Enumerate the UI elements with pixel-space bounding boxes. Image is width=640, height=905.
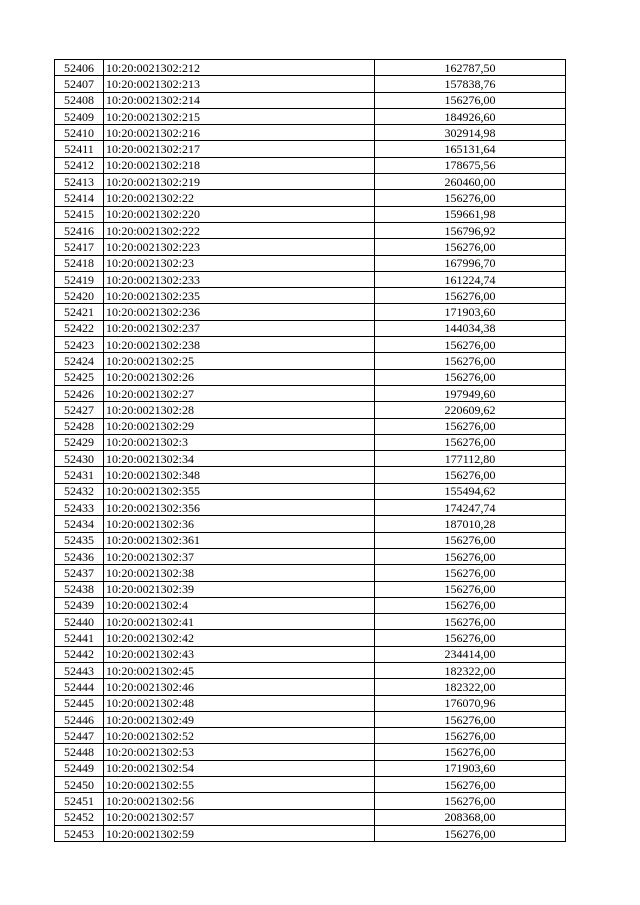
value-cell: 156276,00	[375, 467, 566, 483]
cadastral-number-cell: 10:20:0021302:214	[104, 92, 375, 108]
row-number-cell: 52445	[55, 695, 104, 711]
value-cell: 156276,00	[375, 548, 566, 564]
value-cell: 178675,56	[375, 157, 566, 173]
value-cell: 156276,00	[375, 532, 566, 548]
cadastral-number-cell: 10:20:0021302:216	[104, 125, 375, 141]
value-cell: 156276,00	[375, 728, 566, 744]
value-cell: 157838,76	[375, 76, 566, 92]
table-row	[55, 434, 566, 450]
row-number-cell: 52451	[55, 793, 104, 809]
row-number-cell: 52448	[55, 744, 104, 760]
table-row	[55, 255, 566, 271]
table-row	[55, 679, 566, 695]
cadastral-number-cell: 10:20:0021302:217	[104, 141, 375, 157]
table-row	[55, 646, 566, 662]
table-row	[55, 451, 566, 467]
table-row	[55, 385, 566, 401]
value-cell: 182322,00	[375, 662, 566, 678]
value-cell: 156276,00	[375, 777, 566, 793]
cadastral-number-cell: 10:20:0021302:223	[104, 239, 375, 255]
value-cell: 156276,00	[375, 418, 566, 434]
cadastral-number-cell: 10:20:0021302:222	[104, 222, 375, 238]
value-cell: 156276,00	[375, 369, 566, 385]
value-cell: 156276,00	[375, 581, 566, 597]
cadastral-number-cell: 10:20:0021302:57	[104, 809, 375, 825]
table-row	[55, 402, 566, 418]
value-cell: 156276,00	[375, 744, 566, 760]
row-number-cell: 52437	[55, 565, 104, 581]
row-number-cell: 52434	[55, 516, 104, 532]
cadastral-number-cell: 10:20:0021302:41	[104, 614, 375, 630]
row-number-cell: 52408	[55, 92, 104, 108]
row-number-cell: 52427	[55, 402, 104, 418]
row-number-cell: 52446	[55, 711, 104, 727]
row-number-cell: 52416	[55, 222, 104, 238]
cadastral-number-cell: 10:20:0021302:38	[104, 565, 375, 581]
table-row	[55, 825, 566, 841]
value-cell: 161224,74	[375, 271, 566, 287]
cadastral-number-cell: 10:20:0021302:361	[104, 532, 375, 548]
table-row	[55, 711, 566, 727]
table-row	[55, 500, 566, 516]
table-row	[55, 288, 566, 304]
table-row	[55, 190, 566, 206]
value-cell: 187010,28	[375, 516, 566, 532]
row-number-cell: 52425	[55, 369, 104, 385]
table-row	[55, 141, 566, 157]
table-row	[55, 369, 566, 385]
value-cell: 156276,00	[375, 565, 566, 581]
value-cell: 156276,00	[375, 630, 566, 646]
row-number-cell: 52411	[55, 141, 104, 157]
value-cell: 167996,70	[375, 255, 566, 271]
row-number-cell: 52452	[55, 809, 104, 825]
value-cell: 220609,62	[375, 402, 566, 418]
cadastral-value-table	[54, 59, 566, 842]
table-row	[55, 337, 566, 353]
cadastral-number-cell: 10:20:0021302:39	[104, 581, 375, 597]
table-row	[55, 206, 566, 222]
value-cell: 176070,96	[375, 695, 566, 711]
row-number-cell: 52418	[55, 255, 104, 271]
value-cell: 156276,00	[375, 825, 566, 841]
row-number-cell: 52407	[55, 76, 104, 92]
table-row	[55, 467, 566, 483]
cadastral-number-cell: 10:20:0021302:25	[104, 353, 375, 369]
table-row	[55, 630, 566, 646]
value-cell: 184926,60	[375, 108, 566, 124]
row-number-cell: 52443	[55, 662, 104, 678]
row-number-cell: 52438	[55, 581, 104, 597]
table-body	[55, 60, 566, 842]
cadastral-number-cell: 10:20:0021302:238	[104, 337, 375, 353]
cadastral-number-cell: 10:20:0021302:28	[104, 402, 375, 418]
row-number-cell: 52431	[55, 467, 104, 483]
cadastral-number-cell: 10:20:0021302:54	[104, 760, 375, 776]
table-row	[55, 157, 566, 173]
table-row	[55, 662, 566, 678]
value-cell: 144034,38	[375, 320, 566, 336]
value-cell: 171903,60	[375, 760, 566, 776]
row-number-cell: 52450	[55, 777, 104, 793]
table-row	[55, 760, 566, 776]
value-cell: 156276,00	[375, 614, 566, 630]
value-cell: 156276,00	[375, 353, 566, 369]
row-number-cell: 52419	[55, 271, 104, 287]
row-number-cell: 52423	[55, 337, 104, 353]
row-number-cell: 52441	[55, 630, 104, 646]
cadastral-number-cell: 10:20:0021302:3	[104, 434, 375, 450]
value-cell: 156796,92	[375, 222, 566, 238]
row-number-cell: 52433	[55, 500, 104, 516]
table-row	[55, 239, 566, 255]
row-number-cell: 52414	[55, 190, 104, 206]
value-cell: 156276,00	[375, 711, 566, 727]
cadastral-number-cell: 10:20:0021302:22	[104, 190, 375, 206]
value-cell: 171903,60	[375, 304, 566, 320]
table-row	[55, 532, 566, 548]
row-number-cell: 52442	[55, 646, 104, 662]
value-cell: 182322,00	[375, 679, 566, 695]
value-cell: 156276,00	[375, 793, 566, 809]
value-cell: 156276,00	[375, 288, 566, 304]
cadastral-number-cell: 10:20:0021302:218	[104, 157, 375, 173]
cadastral-number-cell: 10:20:0021302:43	[104, 646, 375, 662]
row-number-cell: 52412	[55, 157, 104, 173]
value-cell: 162787,50	[375, 60, 566, 76]
value-cell: 234414,00	[375, 646, 566, 662]
table-row	[55, 76, 566, 92]
cadastral-number-cell: 10:20:0021302:53	[104, 744, 375, 760]
cadastral-number-cell: 10:20:0021302:23	[104, 255, 375, 271]
table-row	[55, 614, 566, 630]
table-row	[55, 777, 566, 793]
table-row	[55, 222, 566, 238]
cadastral-number-cell: 10:20:0021302:348	[104, 467, 375, 483]
cadastral-number-cell: 10:20:0021302:356	[104, 500, 375, 516]
row-number-cell: 52424	[55, 353, 104, 369]
row-number-cell: 52430	[55, 451, 104, 467]
cadastral-number-cell: 10:20:0021302:48	[104, 695, 375, 711]
table-row	[55, 597, 566, 613]
value-cell: 165131,64	[375, 141, 566, 157]
row-number-cell: 52439	[55, 597, 104, 613]
row-number-cell: 52436	[55, 548, 104, 564]
row-number-cell: 52429	[55, 434, 104, 450]
table-row	[55, 60, 566, 76]
cadastral-number-cell: 10:20:0021302:55	[104, 777, 375, 793]
value-cell: 159661,98	[375, 206, 566, 222]
table-row	[55, 174, 566, 190]
cadastral-number-cell: 10:20:0021302:29	[104, 418, 375, 434]
value-cell: 156276,00	[375, 239, 566, 255]
table-row	[55, 125, 566, 141]
row-number-cell: 52447	[55, 728, 104, 744]
cadastral-number-cell: 10:20:0021302:59	[104, 825, 375, 841]
cadastral-number-cell: 10:20:0021302:213	[104, 76, 375, 92]
cadastral-number-cell: 10:20:0021302:46	[104, 679, 375, 695]
value-cell: 156276,00	[375, 190, 566, 206]
row-number-cell: 52421	[55, 304, 104, 320]
value-cell: 177112,80	[375, 451, 566, 467]
row-number-cell: 52422	[55, 320, 104, 336]
cadastral-number-cell: 10:20:0021302:4	[104, 597, 375, 613]
value-cell: 156276,00	[375, 434, 566, 450]
cadastral-number-cell: 10:20:0021302:49	[104, 711, 375, 727]
row-number-cell: 52440	[55, 614, 104, 630]
table-row	[55, 744, 566, 760]
table-row	[55, 809, 566, 825]
value-cell: 260460,00	[375, 174, 566, 190]
value-cell: 156276,00	[375, 597, 566, 613]
cadastral-number-cell: 10:20:0021302:34	[104, 451, 375, 467]
value-cell: 156276,00	[375, 92, 566, 108]
row-number-cell: 52409	[55, 108, 104, 124]
table-row	[55, 320, 566, 336]
value-cell: 197949,60	[375, 385, 566, 401]
table-row	[55, 548, 566, 564]
cadastral-number-cell: 10:20:0021302:237	[104, 320, 375, 336]
cadastral-number-cell: 10:20:0021302:236	[104, 304, 375, 320]
row-number-cell: 52426	[55, 385, 104, 401]
row-number-cell: 52435	[55, 532, 104, 548]
cadastral-number-cell: 10:20:0021302:215	[104, 108, 375, 124]
cadastral-number-cell: 10:20:0021302:45	[104, 662, 375, 678]
table-row	[55, 695, 566, 711]
row-number-cell: 52420	[55, 288, 104, 304]
cadastral-number-cell: 10:20:0021302:27	[104, 385, 375, 401]
table-row	[55, 108, 566, 124]
table-row	[55, 353, 566, 369]
cadastral-number-cell: 10:20:0021302:355	[104, 483, 375, 499]
cadastral-number-cell: 10:20:0021302:233	[104, 271, 375, 287]
cadastral-number-cell: 10:20:0021302:235	[104, 288, 375, 304]
value-cell: 174247,74	[375, 500, 566, 516]
table-row	[55, 516, 566, 532]
table-row	[55, 271, 566, 287]
cadastral-number-cell: 10:20:0021302:52	[104, 728, 375, 744]
table-row	[55, 581, 566, 597]
value-cell: 155494,62	[375, 483, 566, 499]
table-row	[55, 92, 566, 108]
cadastral-number-cell: 10:20:0021302:37	[104, 548, 375, 564]
cadastral-number-cell: 10:20:0021302:26	[104, 369, 375, 385]
table-row	[55, 483, 566, 499]
table-row	[55, 304, 566, 320]
row-number-cell: 52444	[55, 679, 104, 695]
row-number-cell: 52432	[55, 483, 104, 499]
table-row	[55, 793, 566, 809]
value-cell: 302914,98	[375, 125, 566, 141]
row-number-cell: 52449	[55, 760, 104, 776]
value-cell: 208368,00	[375, 809, 566, 825]
cadastral-number-cell: 10:20:0021302:212	[104, 60, 375, 76]
cadastral-number-cell: 10:20:0021302:42	[104, 630, 375, 646]
row-number-cell: 52415	[55, 206, 104, 222]
cadastral-number-cell: 10:20:0021302:56	[104, 793, 375, 809]
row-number-cell: 52413	[55, 174, 104, 190]
row-number-cell: 52410	[55, 125, 104, 141]
row-number-cell: 52417	[55, 239, 104, 255]
row-number-cell: 52428	[55, 418, 104, 434]
table-row	[55, 565, 566, 581]
table-row	[55, 418, 566, 434]
cadastral-number-cell: 10:20:0021302:219	[104, 174, 375, 190]
row-number-cell: 52406	[55, 60, 104, 76]
value-cell: 156276,00	[375, 337, 566, 353]
row-number-cell: 52453	[55, 825, 104, 841]
cadastral-number-cell: 10:20:0021302:220	[104, 206, 375, 222]
cadastral-number-cell: 10:20:0021302:36	[104, 516, 375, 532]
table-row	[55, 728, 566, 744]
